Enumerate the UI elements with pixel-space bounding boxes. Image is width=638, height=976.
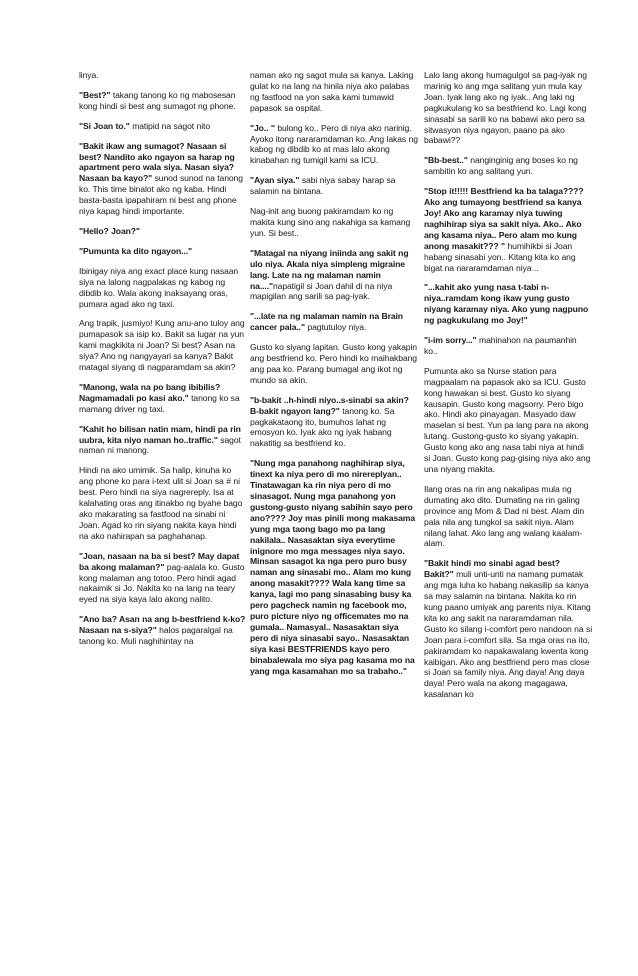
paragraph-text: sagot naman ni manong.: [79, 434, 241, 456]
column-2: [250, 70, 418, 685]
paragraph-text: Nag-init ang buong pakiramdam ko ng makita kung sino ang nakahiga sa kamang yun. Si best..: [250, 206, 411, 238]
paragraph-text: Ibinigay niya ang exact place kung nasaan siya na lalong nagpalakas ng kabog ng dibdib ko. Wala akong inaksayang oras, pumara agad ako ng taxi.: [79, 265, 239, 309]
dialogue-bold: "Kahit ho bilisan natin mam, hindi pa rin uubra, kita niyo naman ho..traffic.": [79, 423, 241, 445]
paragraph-text: naman ako ng sagot mula sa kanya. Laking gulat ko na lang na hinila niya ako palabas ng fastfood na yon saka kami tumawid papasok sa ospital.: [250, 70, 414, 113]
paragraph: [79, 121, 247, 132]
paragraph: [424, 282, 592, 326]
dialogue-bold: "Pumunta ka dito ngayon...": [79, 245, 193, 256]
paragraph-text: halos pagaralgal na tanong ko. Muli naghihintay na: [79, 625, 233, 647]
dialogue-bold: "...kahit ako yung nasa t-tabi n-niya..ramdam kong ikaw yung gusto niyang karamay niya. Ako yung nagpuno ng pagkukulang mo Joy!": [424, 282, 589, 326]
paragraph-text: matipid na sagot nito: [129, 120, 210, 131]
paragraph: [79, 226, 247, 237]
paragraph: [424, 70, 592, 146]
paragraph-text: tanong ko. Sa pagkakataong ito, bumuhos lahat ng emosyon ko. Iyak ako ng iyak habang nakatitig sa bestfriend ko.: [250, 405, 395, 449]
paragraph: [79, 141, 247, 217]
paragraph: [424, 366, 592, 475]
paragraph: [250, 248, 418, 303]
paragraph-text: tanong ko sa mamang driver ng taxi.: [79, 392, 240, 414]
paragraph-text: pagtutuloy niya.: [304, 322, 367, 333]
dialogue-bold: "Ano ba? Asan na ang b-bestfriend k-ko? Nasaan na s-siya?": [79, 614, 246, 636]
dialogue-bold: "Matagal na niyang iniinda ang sakit ng ulo niya. Akala niya simpleng migraine lang. Late na ng malaman namin na....": [250, 247, 409, 291]
paragraph-text: bulong ko.. Pero di niya ako narinig. Ayoko itong nararamdaman ko. Ang lakas ng kabog ng dibdib ko at mas lalo akong kinabahan ng tumigil kami sa ICU.: [250, 122, 418, 166]
paragraph: [424, 186, 592, 273]
column-3: [424, 70, 592, 709]
paragraph: [424, 155, 592, 177]
paragraph-text: napatigil si Joan dahil di na niya mapigilan ang sarili sa pag-iyak.: [250, 280, 393, 302]
paragraph-text: sunod sunod na tanong ko. This time binalot ako ng kaba. Hindi basta-basta ipapahiram ni best ang phone niya kapag hindi importante.: [79, 173, 243, 217]
paragraph: [250, 123, 418, 167]
paragraph: [424, 335, 592, 357]
paragraph: [79, 614, 247, 647]
paragraph: [79, 551, 247, 606]
paragraph: [79, 465, 247, 541]
dialogue-bold: "Best?": [79, 89, 111, 100]
dialogue-bold: "Bakit hindi mo sinabi agad best? Bakit?": [424, 558, 560, 580]
dialogue-bold: "Bb-best..": [424, 155, 468, 166]
dialogue-bold: "Ayan siya.": [250, 175, 300, 186]
dialogue-bold: "Hello? Joan?": [79, 225, 140, 236]
paragraph-text: muli unti-unti na namang pumatak ang mga luha ko habang nakasilip sa kanya sa may salamin na bintana. Nakita ko rin kung paano umiyak ang parents niya. Kitang kita ko ang sakit na nararamdaman nila. Gusto ko silang i-comfort pero nandoon na si Joan para i-comfort sila. Sa mga oras na ito, pakiramdam ko napakawalang kwenta kong kaibigan. Ako ang bestfriend pero mas close si Joan sa family niya. Ang daya! Ang daya daya! Pero wala na akong magagawa, kasalanan ko: [424, 569, 593, 700]
paragraph: [79, 266, 247, 310]
paragraph: [250, 311, 418, 333]
paragraph: [79, 382, 247, 415]
paragraph-text: humihikbi si Joan habang sinasabi yon.. Kitang kita ko ang bigat na nararamdaman niya ..: [424, 240, 576, 273]
dialogue-bold: "Si Joan to.": [79, 120, 130, 131]
paragraph: [79, 246, 247, 257]
paragraph-text: Gusto ko siyang lapitan. Gusto kong yakapin ang bestfriend ko. Pero hindi ko maihakbang ang paa ko. Parang bumagal ang ikot ng mundo sa akin.: [250, 342, 417, 385]
dialogue-bold: "Stop it!!!!! Bestfriend ka ba talaga???? Ako ang tumayong bestfriend sa kanya Joy! Ako ang karamay niya tuwing naghihirap siya sa sakit niya. Ako.. Ako ang kasama niya.. Pero alam mo kung anong masakit??? ": [424, 186, 584, 251]
dialogue-bold: "Manong, wala na po bang ibibilis? Nagmamadali po kasi ako.": [79, 381, 221, 403]
paragraph-text: mahinahon na paumanhin ko..: [424, 335, 577, 356]
dialogue-bold: "Joan, nasaan na ba si best? May dapat ba akong malaman?": [79, 550, 240, 572]
dialogue-bold: "Bakit ikaw ang sumagot? Nasaan si best? Nandito ako ngayon sa harap ng apartment pero wala siya. Nasan siya? Nasaan ba kayo?": [79, 140, 235, 184]
paragraph-text: pag-aalala ko. Gusto kong malaman ang totoo. Pero hindi agad nakaimik si Jo. Nakita ko na lang na teary eyed na siya kaya lalo akong nalito.: [79, 561, 245, 605]
paragraph: [250, 395, 418, 450]
paragraph: [424, 558, 592, 700]
paragraph: [250, 206, 418, 239]
paragraph: [79, 424, 247, 457]
column-1: [79, 70, 247, 656]
paragraph-text: Hindi na ako umimik. Sa halip, kinuha ko ang phone ko para i-text ulit si Joan sa # ni best. Pero hindi na siya nagrereply. Isa at kalahating oras ang itinakbo ng byahe bago ako makarating sa fastfood na sinabi ni Joan. Agad ko rin siyang nakita kaya hindi na ako nahirapan sa paghahanap.: [79, 465, 243, 541]
dialogue-bold: "b-bakit ..h-hindi niyo..s-sinabi sa akin? B-bakit ngayon lang?": [250, 394, 409, 416]
paragraph-text: linya.: [79, 70, 99, 80]
paragraph-text: Pumunta ako sa Nurse station para magpaalam na papasok ako sa ICU. Gusto kong hawakan si best. Gusto ko siyang kausapin. Gusto kong magsorry. Pero bigo ako. Hindi ako pinayagan. Masyado daw maselan si best. Yun pa lang para na akong lutang. Gustong-gusto ko siyang yakapin. Gusto kong ako ang nasa tabi niya at hindi si Joan. Gusto kong pag-gising niya ako ang una niyang makita.: [424, 365, 591, 474]
paragraph: [250, 175, 418, 197]
paragraph: [250, 70, 418, 114]
dialogue-bold: "Nung mga panahong naghihirap siya, tinext ka niya pero di mo nirereplyan.. Tinatawagan ka rin niya pero di mo sinasagot. Nung mga panahong yon gustong-gusto niyang sabihin sayo pero ano???? Joy mas pinili mong makasama yung mga taong bago mo pa lang nakilala.. Nasasaktan siya everytime inignore mo mga messages niya sayo. Minsan sasagot ka nga pero puro busy naman ang sinasabi mo.. Alam mo kung anong masakit???? Wala kang time sa kanya, lagi mo pang sinasabing busy ka pero pagcheck namin ng facebook mo, puro picture niyo ng officemates mo na gumala.. Namasyal.. Nasasaktan siya pero di niya sinasabi sayo.. Nasasaktan siya kasi BESTFRIENDS kayo pero binabalewala mo siya pag kasama mo na yang mga kasamahan mo sa trabaho..": [250, 458, 416, 676]
paragraph: [79, 90, 247, 112]
dialogue-bold: "i-im sorry...": [424, 335, 477, 346]
paragraph-text: Lalo lang akong humagulgol sa pag-iyak ng marinig ko ang mga salitang yun mula kay Joan. Iyak lang ako ng iyak.. Ang laki ng pagkukulang ko sa bestfriend ko. Lagi kong sinasabi sa sarili ko na babawi ako pero sa sitwasyon niya ngayon, paano pa ako babawi??: [424, 70, 587, 146]
paragraph-text: Ang trapik, jusmiyo! Kung anu-ano tuloy ang pumapasok sa isip ko. Bakit sa lugar na yun kami magkikita ni Joan? Si best? Asan na siya? Ano ng nangyayari sa kanya? Bakit matagal siyang di nagparamdam sa akin?: [79, 318, 245, 373]
paragraph: [79, 318, 247, 373]
paragraph: [250, 342, 418, 386]
dialogue-bold: "Jo.. ": [250, 122, 275, 133]
paragraph-text: sabi niya sabay harap sa salamin na bintana.: [250, 175, 396, 197]
paragraph-text: nanginginig ang boses ko ng sambitin ko ang salitang yun.: [424, 155, 578, 177]
paragraph-text: Ilang oras na rin ang nakalipas mula ng dumating ako dito. Dumating na rin galing province ang Mom & Dad ni best. Alam din pala nila ang tungkol sa sakit niya. Alam nilang lahat. Ako lang ang walang kaalam-alam.: [424, 483, 585, 549]
dialogue-bold: "...late na ng malaman namin na Brain cancer pala..": [250, 311, 403, 333]
paragraph-text: takang tanong ko ng mabosesan kong hindi si best ang sumagot ng phone.: [79, 89, 236, 111]
paragraph: [424, 484, 592, 549]
paragraph: [79, 70, 247, 81]
paragraph: [250, 458, 418, 676]
